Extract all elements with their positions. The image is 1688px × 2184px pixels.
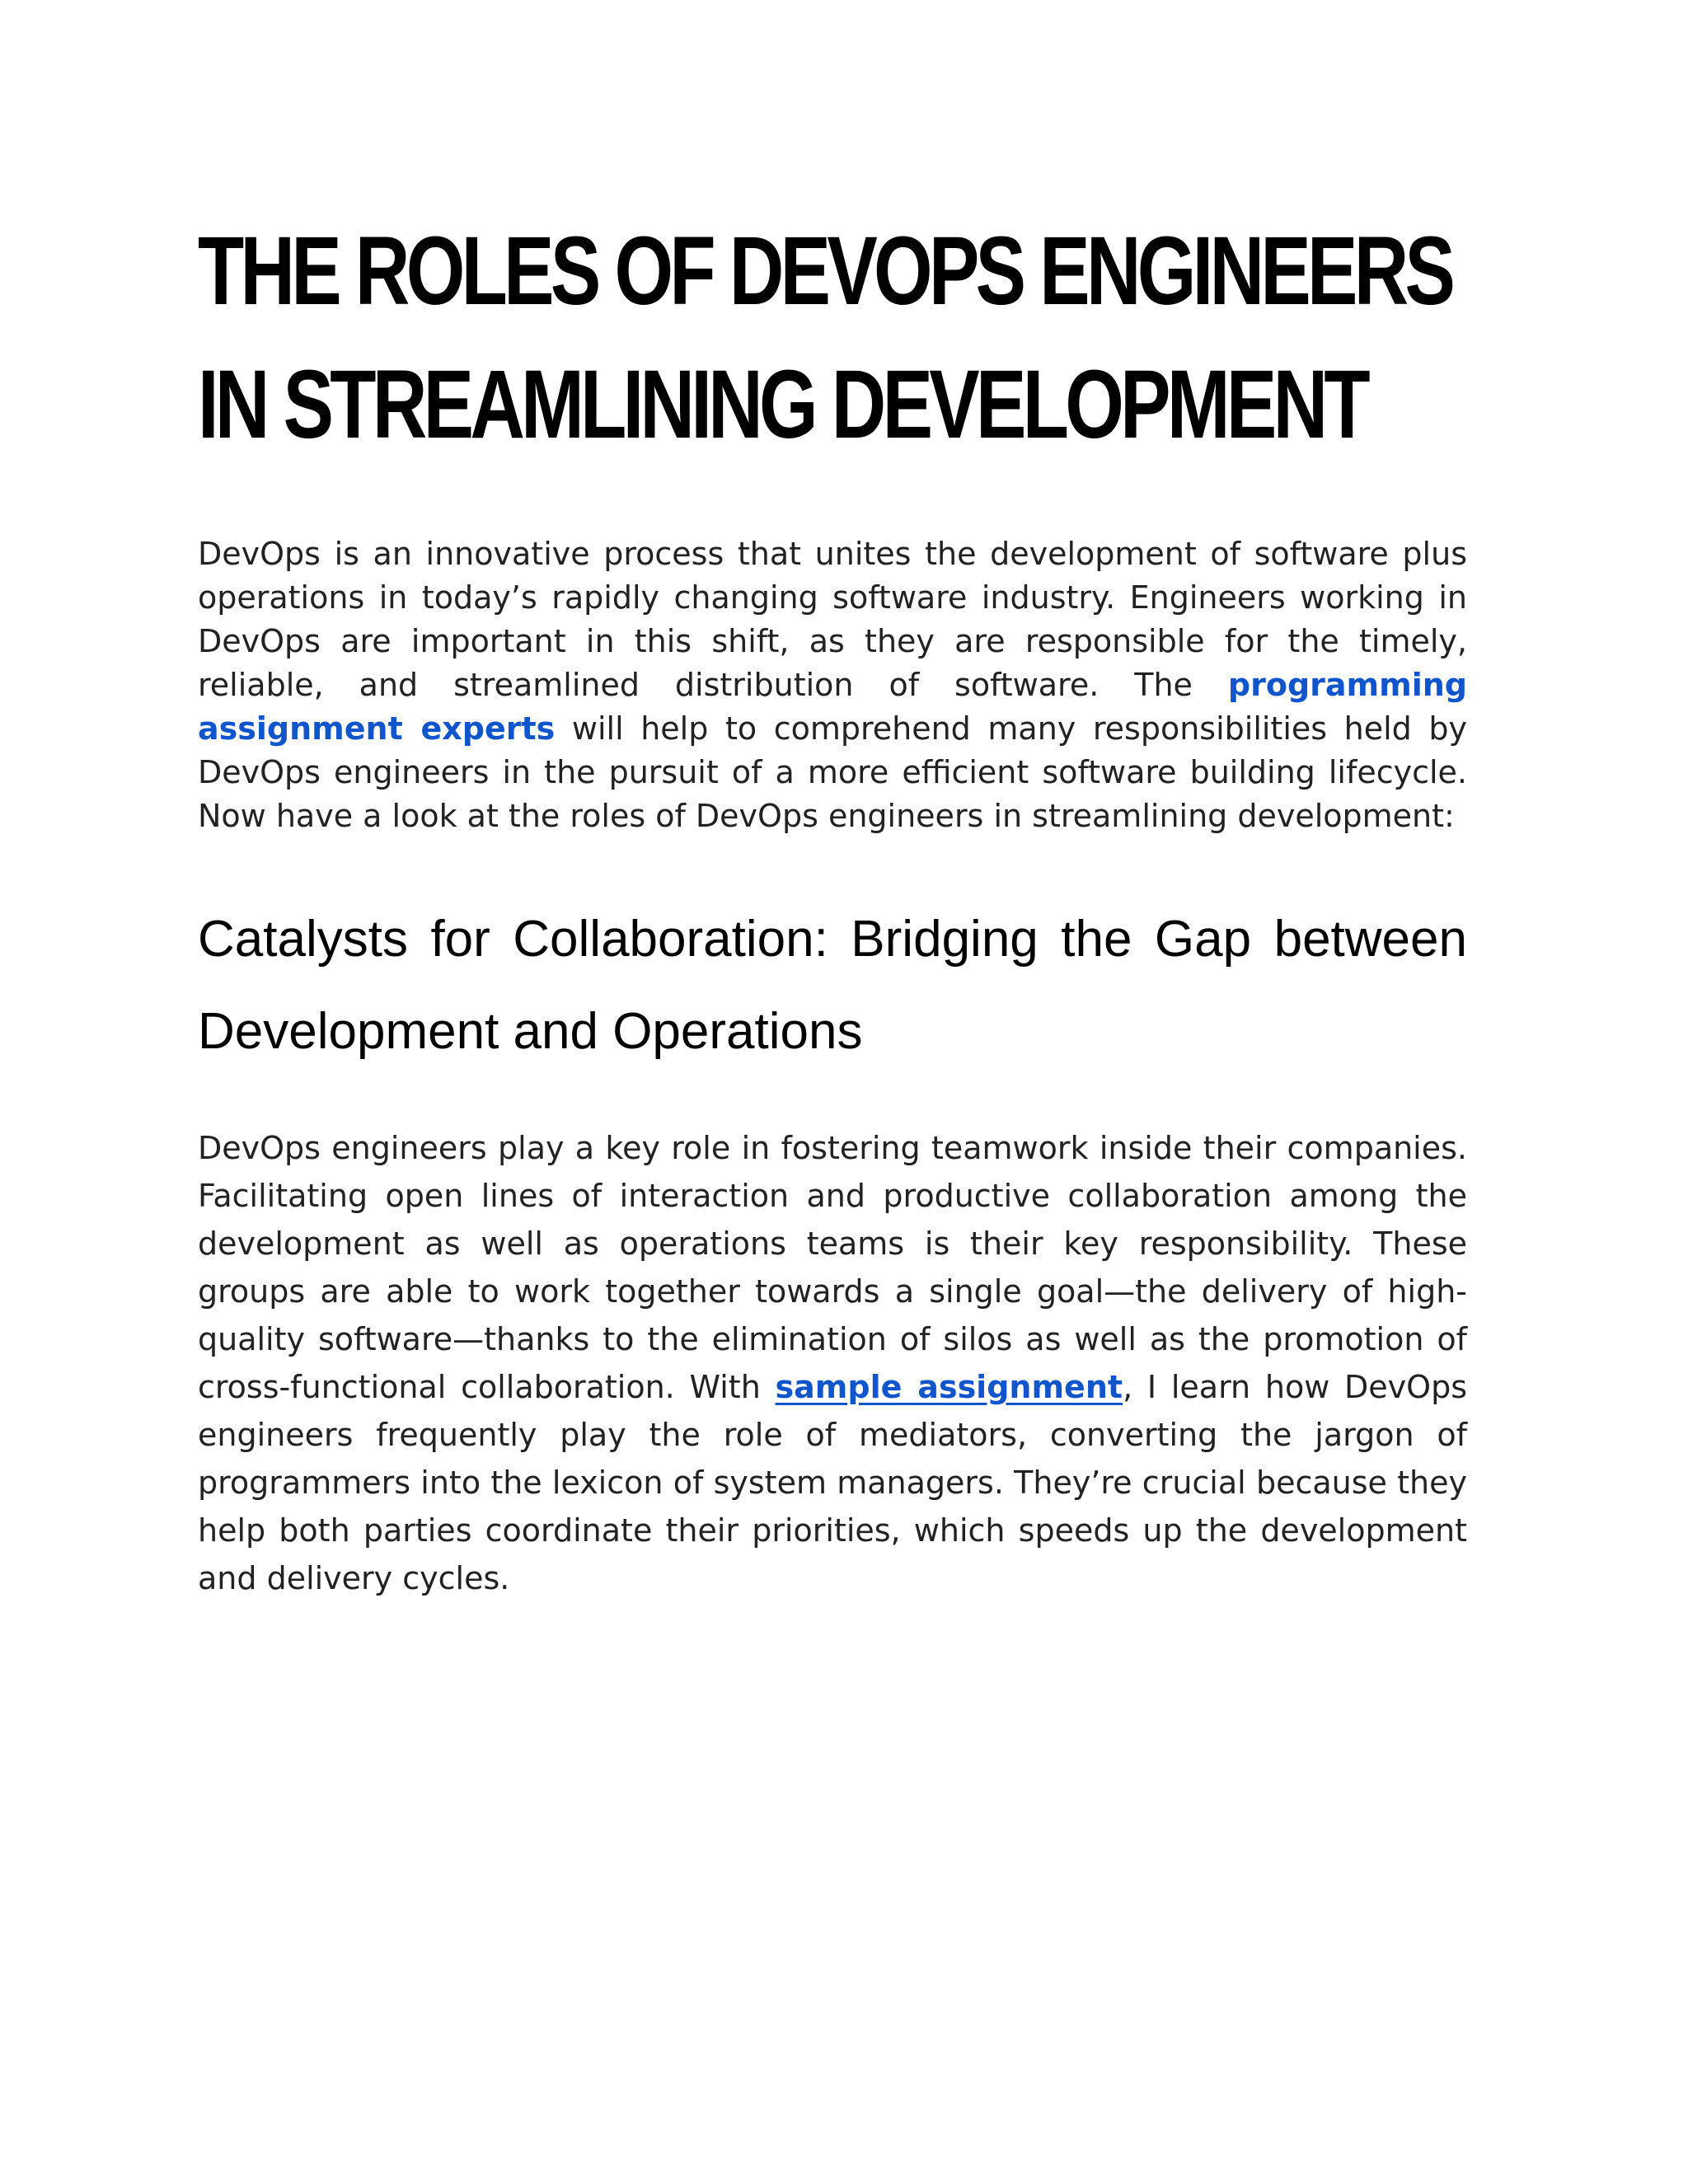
section-heading: Catalysts for Collaboration: Bridging the Gap between Development and Operations bbox=[198, 911, 1467, 1060]
page-title-line-2: IN STREAMLINING DEVELOPMENT bbox=[198, 350, 1367, 459]
section-paragraph bbox=[198, 1124, 1467, 1602]
page-title-line-1: THE ROLES OF DEVOPS ENGINEERS bbox=[198, 217, 1452, 326]
section-text-after-link: , I learn how DevOps engineers frequently play the role of mediators, converting the jargon of programmers into the lexicon of system managers. They’re crucial because they help both parties coordinate their priorities, which speeds up the development and delivery cycles. bbox=[198, 1369, 1467, 1596]
document-page bbox=[198, 0, 1467, 2184]
intro-text-before-link: DevOps is an innovative process that unites the development of software plus operations in today’s rapidly changing software industry. Engineers working in DevOps are important in this shift, as they are responsible for the timely, reliable, and streamlined distribution of software. The bbox=[198, 536, 1467, 703]
section-text-before-link: DevOps engineers play a key role in fostering teamwork inside their companies. Facilitating open lines of interaction and productive collaboration among the development as well as operations teams is their key responsibility. These groups are able to work together towards a single goal—the delivery of high-quality software—thanks to the elimination of silos as well as the promotion of cross-functional collaboration. With bbox=[198, 1130, 1467, 1405]
intro-text-after-link: will help to comprehend many responsibilities held by DevOps engineers in the pursuit of a more efficient software building lifecycle. Now have a look at the roles of DevOps engineers in streamlining development: bbox=[198, 710, 1467, 834]
page-title bbox=[198, 204, 1452, 471]
programming-assignment-experts-link[interactable]: programming assignment experts bbox=[198, 667, 1467, 747]
intro-paragraph bbox=[198, 532, 1467, 838]
sample-assignment-link[interactable]: sample assignment bbox=[775, 1369, 1123, 1405]
